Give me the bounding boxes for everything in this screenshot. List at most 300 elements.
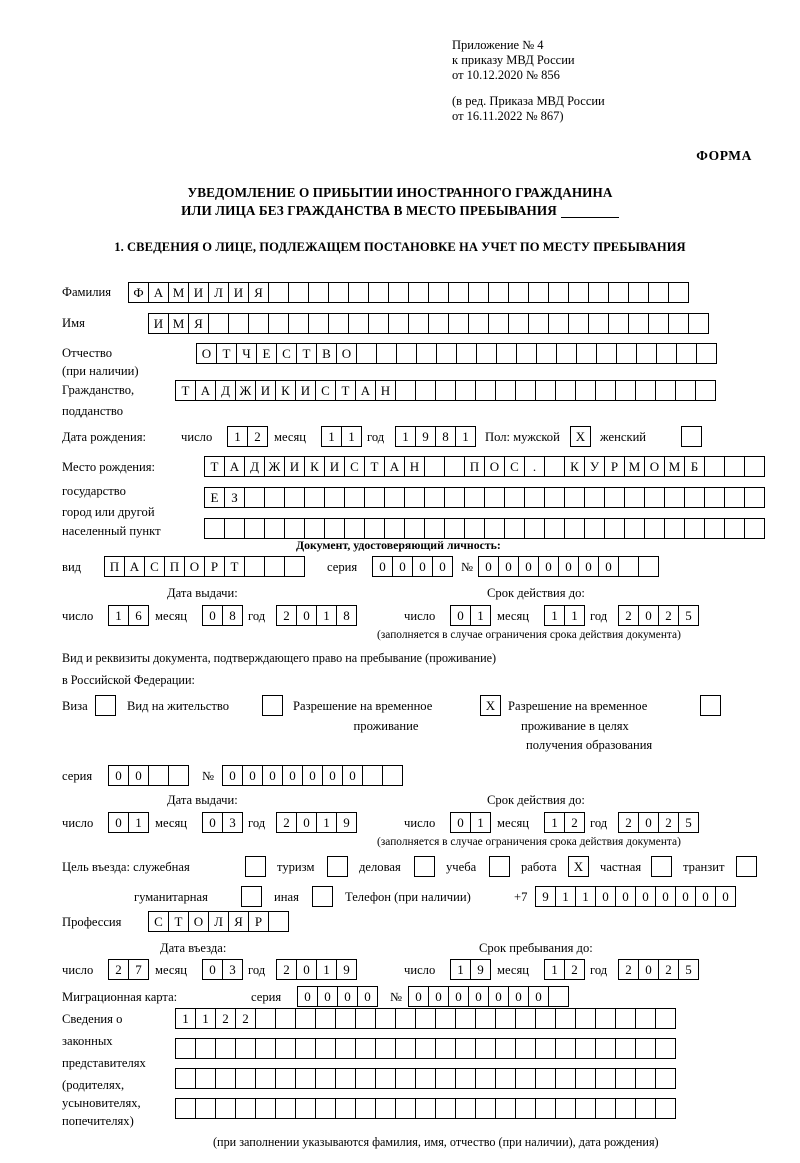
form-cell[interactable]: [288, 282, 309, 303]
form-cell[interactable]: 1: [227, 426, 248, 447]
form-cell[interactable]: [415, 1008, 436, 1029]
form-cell[interactable]: [618, 556, 639, 577]
form-cell[interactable]: [616, 343, 637, 364]
checkbox-purpose-business[interactable]: [414, 856, 435, 877]
form-cell[interactable]: 1: [575, 886, 596, 907]
form-cell[interactable]: [295, 1008, 316, 1029]
form-cell[interactable]: [428, 313, 449, 334]
form-cell[interactable]: И: [188, 282, 209, 303]
form-cell[interactable]: 0: [598, 556, 619, 577]
form-cell[interactable]: [595, 380, 616, 401]
form-cell[interactable]: 0: [638, 812, 659, 833]
checkbox-residence-permit[interactable]: [262, 695, 283, 716]
form-cell[interactable]: [475, 380, 496, 401]
form-cell[interactable]: [396, 343, 417, 364]
form-cell[interactable]: [455, 1008, 476, 1029]
form-cell[interactable]: 0: [528, 986, 549, 1007]
form-cell[interactable]: [175, 1038, 196, 1059]
form-cell[interactable]: [515, 1098, 536, 1119]
form-cell[interactable]: [608, 282, 629, 303]
form-cell[interactable]: [224, 518, 245, 539]
form-cell[interactable]: [515, 380, 536, 401]
checkbox-purpose-private[interactable]: [651, 856, 672, 877]
form-cell[interactable]: 0: [468, 986, 489, 1007]
form-cell[interactable]: [268, 911, 289, 932]
form-cell[interactable]: [395, 1068, 416, 1089]
form-cell[interactable]: [295, 1038, 316, 1059]
form-cell[interactable]: [195, 1068, 216, 1089]
form-cell[interactable]: [555, 1098, 576, 1119]
form-cell[interactable]: 0: [518, 556, 539, 577]
form-cell[interactable]: [435, 1008, 456, 1029]
form-cell[interactable]: 2: [215, 1008, 236, 1029]
form-cell[interactable]: [215, 1068, 236, 1089]
form-cell[interactable]: А: [124, 556, 145, 577]
field-phone[interactable]: [535, 886, 735, 907]
form-cell[interactable]: 0: [478, 556, 499, 577]
form-cell[interactable]: О: [336, 343, 357, 364]
form-cell[interactable]: [324, 487, 345, 508]
form-cell[interactable]: [395, 380, 416, 401]
field-stay-end-day[interactable]: [450, 959, 490, 980]
field-birthplace-line-1[interactable]: [204, 456, 764, 477]
form-cell[interactable]: [275, 1008, 296, 1029]
form-cell[interactable]: К: [304, 456, 325, 477]
form-cell[interactable]: Я: [188, 313, 209, 334]
form-cell[interactable]: [588, 313, 609, 334]
form-cell[interactable]: [364, 518, 385, 539]
form-cell[interactable]: [588, 282, 609, 303]
form-cell[interactable]: [488, 313, 509, 334]
form-cell[interactable]: 9: [336, 812, 357, 833]
form-cell[interactable]: [724, 456, 745, 477]
form-cell[interactable]: [595, 1098, 616, 1119]
form-cell[interactable]: 0: [655, 886, 676, 907]
form-cell[interactable]: [275, 1098, 296, 1119]
form-cell[interactable]: [455, 380, 476, 401]
form-cell[interactable]: [308, 282, 329, 303]
form-cell[interactable]: [636, 343, 657, 364]
form-cell[interactable]: 0: [715, 886, 736, 907]
form-cell[interactable]: [324, 518, 345, 539]
form-cell[interactable]: [516, 343, 537, 364]
form-cell[interactable]: С: [148, 911, 169, 932]
form-cell[interactable]: [576, 343, 597, 364]
form-cell[interactable]: [635, 1038, 656, 1059]
form-cell[interactable]: 1: [544, 812, 565, 833]
form-cell[interactable]: [544, 487, 565, 508]
field-doc-issue-year[interactable]: [276, 605, 356, 626]
form-cell[interactable]: [388, 313, 409, 334]
form-cell[interactable]: Д: [244, 456, 265, 477]
form-cell[interactable]: К: [275, 380, 296, 401]
form-cell[interactable]: 1: [544, 605, 565, 626]
form-cell[interactable]: 0: [357, 986, 378, 1007]
form-cell[interactable]: [455, 1098, 476, 1119]
form-cell[interactable]: [555, 1038, 576, 1059]
form-cell[interactable]: [696, 343, 717, 364]
field-stay-issue-day[interactable]: [108, 812, 148, 833]
form-cell[interactable]: [568, 313, 589, 334]
form-cell[interactable]: [435, 1038, 456, 1059]
form-cell[interactable]: [255, 1008, 276, 1029]
checkbox-edu-residence[interactable]: [700, 695, 721, 716]
form-cell[interactable]: 1: [195, 1008, 216, 1029]
form-cell[interactable]: М: [624, 456, 645, 477]
form-cell[interactable]: [355, 1098, 376, 1119]
form-cell[interactable]: Я: [228, 911, 249, 932]
form-cell[interactable]: [408, 313, 429, 334]
form-cell[interactable]: [548, 986, 569, 1007]
field-name[interactable]: [148, 313, 708, 334]
form-cell[interactable]: [628, 313, 649, 334]
field-entry-month[interactable]: [202, 959, 242, 980]
field-legal-rep-line-4[interactable]: [175, 1098, 675, 1119]
field-doc-series[interactable]: [372, 556, 452, 577]
form-cell[interactable]: [284, 518, 305, 539]
form-cell[interactable]: 8: [336, 605, 357, 626]
form-cell[interactable]: [644, 487, 665, 508]
form-cell[interactable]: 9: [470, 959, 491, 980]
form-cell[interactable]: П: [164, 556, 185, 577]
field-entry-day[interactable]: [108, 959, 148, 980]
form-cell[interactable]: [284, 487, 305, 508]
form-cell[interactable]: [448, 313, 469, 334]
form-cell[interactable]: [315, 1068, 336, 1089]
form-cell[interactable]: [376, 343, 397, 364]
form-cell[interactable]: 0: [337, 986, 358, 1007]
form-cell[interactable]: [475, 1068, 496, 1089]
form-cell[interactable]: 0: [296, 812, 317, 833]
form-cell[interactable]: [515, 1038, 536, 1059]
form-cell[interactable]: [655, 1008, 676, 1029]
form-cell[interactable]: [535, 1068, 556, 1089]
form-cell[interactable]: [382, 765, 403, 786]
form-cell[interactable]: [504, 487, 525, 508]
form-cell[interactable]: [495, 1038, 516, 1059]
form-cell[interactable]: И: [324, 456, 345, 477]
form-cell[interactable]: [175, 1098, 196, 1119]
form-cell[interactable]: [475, 1038, 496, 1059]
form-cell[interactable]: А: [148, 282, 169, 303]
form-cell[interactable]: 1: [341, 426, 362, 447]
form-cell[interactable]: 0: [392, 556, 413, 577]
form-cell[interactable]: [404, 487, 425, 508]
form-cell[interactable]: 6: [128, 605, 149, 626]
field-birth-month[interactable]: [321, 426, 361, 447]
form-cell[interactable]: [255, 1068, 276, 1089]
form-cell[interactable]: [264, 556, 285, 577]
form-cell[interactable]: 0: [595, 886, 616, 907]
form-cell[interactable]: 1: [544, 959, 565, 980]
form-cell[interactable]: О: [196, 343, 217, 364]
checkbox-temp-residence[interactable]: X: [480, 695, 501, 716]
form-cell[interactable]: [328, 282, 349, 303]
field-patronymic[interactable]: [196, 343, 716, 364]
form-cell[interactable]: 2: [235, 1008, 256, 1029]
field-entry-year[interactable]: [276, 959, 356, 980]
form-cell[interactable]: 0: [202, 959, 223, 980]
form-cell[interactable]: 0: [282, 765, 303, 786]
form-cell[interactable]: [315, 1038, 336, 1059]
form-cell[interactable]: 0: [498, 556, 519, 577]
form-cell[interactable]: 0: [638, 605, 659, 626]
form-cell[interactable]: 0: [262, 765, 283, 786]
form-cell[interactable]: В: [316, 343, 337, 364]
form-cell[interactable]: [408, 282, 429, 303]
form-cell[interactable]: [235, 1068, 256, 1089]
checkbox-sex-male[interactable]: X: [570, 426, 591, 447]
form-cell[interactable]: [455, 1068, 476, 1089]
form-cell[interactable]: 0: [202, 812, 223, 833]
form-cell[interactable]: [228, 313, 249, 334]
form-cell[interactable]: [435, 1098, 456, 1119]
form-cell[interactable]: [624, 518, 645, 539]
form-cell[interactable]: 0: [432, 556, 453, 577]
field-doc-issue-day[interactable]: [108, 605, 148, 626]
form-cell[interactable]: [724, 487, 745, 508]
form-cell[interactable]: К: [564, 456, 585, 477]
form-cell[interactable]: Т: [364, 456, 385, 477]
form-cell[interactable]: 1: [455, 426, 476, 447]
form-cell[interactable]: 0: [428, 986, 449, 1007]
form-cell[interactable]: [695, 380, 716, 401]
form-cell[interactable]: 0: [317, 986, 338, 1007]
form-cell[interactable]: С: [276, 343, 297, 364]
form-cell[interactable]: [495, 380, 516, 401]
form-cell[interactable]: Р: [248, 911, 269, 932]
form-cell[interactable]: [464, 487, 485, 508]
form-cell[interactable]: Ж: [235, 380, 256, 401]
form-cell[interactable]: 2: [618, 605, 639, 626]
form-cell[interactable]: [476, 343, 497, 364]
form-cell[interactable]: [475, 1098, 496, 1119]
field-doc-issue-month[interactable]: [202, 605, 242, 626]
form-cell[interactable]: [664, 487, 685, 508]
form-cell[interactable]: [375, 1038, 396, 1059]
form-cell[interactable]: [744, 456, 765, 477]
field-profession[interactable]: [148, 911, 288, 932]
checkbox-purpose-transit[interactable]: [736, 856, 757, 877]
form-cell[interactable]: Т: [224, 556, 245, 577]
form-cell[interactable]: А: [384, 456, 405, 477]
form-cell[interactable]: [555, 380, 576, 401]
field-legal-rep-line-2[interactable]: [175, 1038, 675, 1059]
form-cell[interactable]: [595, 1008, 616, 1029]
form-cell[interactable]: [448, 282, 469, 303]
form-cell[interactable]: [704, 456, 725, 477]
field-stay-end-year[interactable]: [618, 959, 698, 980]
form-cell[interactable]: [444, 518, 465, 539]
form-cell[interactable]: [335, 1008, 356, 1029]
form-cell[interactable]: Л: [208, 282, 229, 303]
checkbox-purpose-humanitarian[interactable]: [241, 886, 262, 907]
form-cell[interactable]: 2: [564, 812, 585, 833]
form-cell[interactable]: Л: [208, 911, 229, 932]
form-cell[interactable]: 0: [408, 986, 429, 1007]
form-cell[interactable]: [368, 282, 389, 303]
form-cell[interactable]: [508, 282, 529, 303]
field-stay-valid-month[interactable]: [544, 812, 584, 833]
form-cell[interactable]: [424, 456, 445, 477]
form-cell[interactable]: [275, 1038, 296, 1059]
form-cell[interactable]: И: [148, 313, 169, 334]
form-cell[interactable]: 1: [316, 959, 337, 980]
form-cell[interactable]: [648, 313, 669, 334]
form-cell[interactable]: [668, 282, 689, 303]
form-cell[interactable]: [444, 487, 465, 508]
form-cell[interactable]: 1: [564, 605, 585, 626]
field-stay-series[interactable]: [108, 765, 188, 786]
form-cell[interactable]: 0: [302, 765, 323, 786]
form-cell[interactable]: [195, 1098, 216, 1119]
form-cell[interactable]: 0: [108, 812, 129, 833]
form-cell[interactable]: 0: [675, 886, 696, 907]
form-cell[interactable]: [535, 380, 556, 401]
form-cell[interactable]: А: [355, 380, 376, 401]
checkbox-purpose-work[interactable]: X: [568, 856, 589, 877]
form-cell[interactable]: [295, 1068, 316, 1089]
form-cell[interactable]: 1: [395, 426, 416, 447]
form-cell[interactable]: [635, 1068, 656, 1089]
form-cell[interactable]: [404, 518, 425, 539]
form-cell[interactable]: [484, 487, 505, 508]
form-cell[interactable]: [604, 487, 625, 508]
form-cell[interactable]: 0: [296, 605, 317, 626]
form-cell[interactable]: [335, 1098, 356, 1119]
form-cell[interactable]: [275, 1068, 296, 1089]
form-cell[interactable]: Н: [375, 380, 396, 401]
form-cell[interactable]: 0: [322, 765, 343, 786]
form-cell[interactable]: 0: [695, 886, 716, 907]
form-cell[interactable]: Т: [296, 343, 317, 364]
field-birth-day[interactable]: [227, 426, 267, 447]
checkbox-purpose-tourism[interactable]: [327, 856, 348, 877]
form-cell[interactable]: [648, 282, 669, 303]
form-cell[interactable]: [244, 518, 265, 539]
form-cell[interactable]: [395, 1098, 416, 1119]
form-cell[interactable]: Ф: [128, 282, 149, 303]
field-birth-year[interactable]: [395, 426, 475, 447]
form-cell[interactable]: [744, 518, 765, 539]
form-cell[interactable]: 0: [372, 556, 393, 577]
form-cell[interactable]: 0: [108, 765, 129, 786]
form-cell[interactable]: Б: [684, 456, 705, 477]
form-cell[interactable]: [535, 1098, 556, 1119]
form-cell[interactable]: [655, 1098, 676, 1119]
form-cell[interactable]: Т: [168, 911, 189, 932]
form-cell[interactable]: [195, 1038, 216, 1059]
field-citizenship[interactable]: [175, 380, 715, 401]
form-cell[interactable]: 2: [564, 959, 585, 980]
form-cell[interactable]: О: [184, 556, 205, 577]
form-cell[interactable]: [604, 518, 625, 539]
form-cell[interactable]: [495, 1098, 516, 1119]
form-cell[interactable]: 5: [678, 959, 699, 980]
form-cell[interactable]: 3: [222, 812, 243, 833]
checkbox-purpose-official[interactable]: [245, 856, 266, 877]
field-stay-end-month[interactable]: [544, 959, 584, 980]
form-cell[interactable]: У: [584, 456, 605, 477]
form-cell[interactable]: [384, 518, 405, 539]
form-cell[interactable]: Р: [604, 456, 625, 477]
form-cell[interactable]: [624, 487, 645, 508]
form-cell[interactable]: [175, 1068, 196, 1089]
form-cell[interactable]: 0: [615, 886, 636, 907]
form-cell[interactable]: О: [188, 911, 209, 932]
form-cell[interactable]: [675, 380, 696, 401]
form-cell[interactable]: З: [224, 487, 245, 508]
form-cell[interactable]: 9: [535, 886, 556, 907]
form-cell[interactable]: [255, 1038, 276, 1059]
form-cell[interactable]: 0: [508, 986, 529, 1007]
form-cell[interactable]: [684, 487, 705, 508]
form-cell[interactable]: Е: [204, 487, 225, 508]
form-cell[interactable]: М: [168, 282, 189, 303]
form-cell[interactable]: Н: [404, 456, 425, 477]
form-cell[interactable]: [384, 487, 405, 508]
form-cell[interactable]: [375, 1098, 396, 1119]
field-stay-valid-day[interactable]: [450, 812, 490, 833]
form-cell[interactable]: [364, 487, 385, 508]
field-surname[interactable]: [128, 282, 688, 303]
form-cell[interactable]: 8: [222, 605, 243, 626]
form-cell[interactable]: [375, 1008, 396, 1029]
form-cell[interactable]: 0: [538, 556, 559, 577]
form-cell[interactable]: [568, 282, 589, 303]
form-cell[interactable]: 2: [618, 959, 639, 980]
form-cell[interactable]: [615, 1038, 636, 1059]
form-cell[interactable]: [575, 1098, 596, 1119]
form-cell[interactable]: С: [315, 380, 336, 401]
form-cell[interactable]: [308, 313, 329, 334]
form-cell[interactable]: [544, 456, 565, 477]
form-cell[interactable]: П: [104, 556, 125, 577]
form-cell[interactable]: [595, 1068, 616, 1089]
form-cell[interactable]: 0: [242, 765, 263, 786]
form-cell[interactable]: [524, 487, 545, 508]
form-cell[interactable]: [295, 1098, 316, 1119]
checkbox-purpose-study[interactable]: [489, 856, 510, 877]
checkbox-purpose-other[interactable]: [312, 886, 333, 907]
form-cell[interactable]: 9: [415, 426, 436, 447]
form-cell[interactable]: [615, 1098, 636, 1119]
form-cell[interactable]: 0: [578, 556, 599, 577]
form-cell[interactable]: 2: [618, 812, 639, 833]
form-cell[interactable]: [395, 1008, 416, 1029]
form-cell[interactable]: [255, 1098, 276, 1119]
form-cell[interactable]: 9: [336, 959, 357, 980]
form-cell[interactable]: [416, 343, 437, 364]
form-cell[interactable]: 2: [108, 959, 129, 980]
form-cell[interactable]: [595, 1038, 616, 1059]
form-cell[interactable]: [468, 313, 489, 334]
form-cell[interactable]: [388, 282, 409, 303]
form-cell[interactable]: 1: [175, 1008, 196, 1029]
form-cell[interactable]: Т: [216, 343, 237, 364]
form-cell[interactable]: [475, 1008, 496, 1029]
form-cell[interactable]: 2: [276, 959, 297, 980]
form-cell[interactable]: [244, 487, 265, 508]
form-cell[interactable]: [444, 456, 465, 477]
form-cell[interactable]: [362, 765, 383, 786]
form-cell[interactable]: [264, 487, 285, 508]
form-cell[interactable]: [575, 380, 596, 401]
field-doc-valid-day[interactable]: [450, 605, 490, 626]
form-cell[interactable]: [548, 282, 569, 303]
form-cell[interactable]: [615, 380, 636, 401]
form-cell[interactable]: [415, 1098, 436, 1119]
